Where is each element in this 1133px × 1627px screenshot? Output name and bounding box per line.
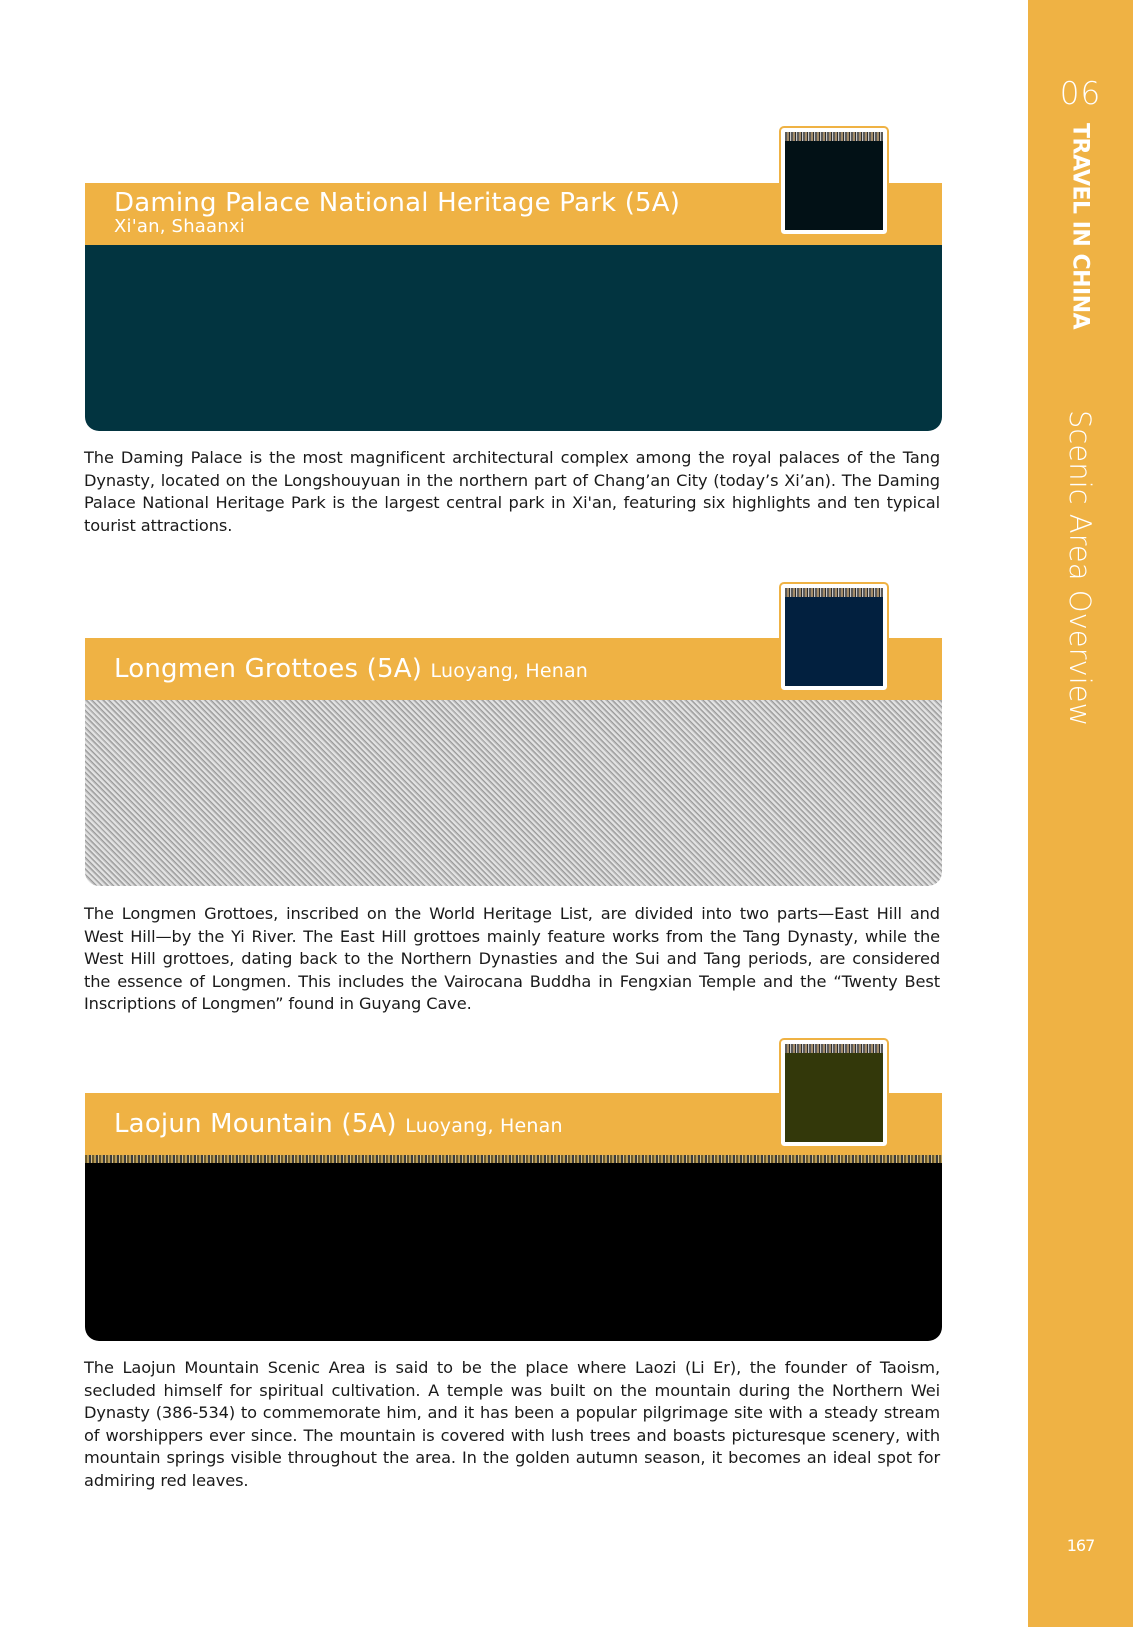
site-name: Daming Palace National Heritage Park (5A) xyxy=(114,188,681,218)
site-description-daming: The Daming Palace is the most magnificent architectural complex among the royal palaces of the Tang Dynasty, located on the Longshouyuan in the northern part of Chang’an City (today’s Xi’an). The Daming Palace National Heritage Park is the largest central park in Xi'an, featuring six highlights and ten typical tourist attractions. xyxy=(84,448,940,535)
section-subtitle: Scenic Area Overview xyxy=(1063,410,1097,727)
site-thumbnail-daming xyxy=(781,128,887,234)
site-thumbnail-laojun xyxy=(781,1040,887,1146)
site-name: Laojun Mountain (5A) xyxy=(114,1109,397,1139)
photo-edge xyxy=(85,1155,942,1163)
site-description-laojun: The Laojun Mountain Scenic Area is said to be the place where Laozi (Li Er), the founder of Taoism, secluded himself for spiritual cultivation. A temple was built on the mountain during the Northern Wei Dynasty (386-534) to commemorate him, and it has been a popular pilgrimage site with a steady stream of worshippers ever since. The mountain is covered with lush trees and boasts picturesque scenery, with mountain springs visible throughout the area. In the golden autumn season, it becomes an ideal spot for admiring red leaves. xyxy=(84,1358,940,1490)
chapter-sidebar xyxy=(1028,0,1133,1627)
site-thumbnail-longmen xyxy=(781,584,887,690)
site-description-longmen: The Longmen Grottoes, inscribed on the World Heritage List, are divided into two parts—East Hill and West Hill—by the Yi River. The East Hill grottoes mainly feature works from the Tang Dynasty, while the West Hill grottoes, dating back to the Northern Dynasties and the Sui and Tang periods, are considered the essence of Longmen. This includes the Vairocana Buddha in Fengxian Temple and the “Twenty Best Inscriptions of Longmen” found in Guyang Cave. xyxy=(84,904,940,1014)
site-location: Luoyang, Henan xyxy=(430,660,589,682)
section-title: TRAVEL IN CHINA xyxy=(1067,123,1093,330)
site-photo-longmen xyxy=(85,700,942,886)
site-location: Luoyang, Henan xyxy=(405,1115,563,1137)
thumbnail-edge xyxy=(785,1044,883,1053)
site-name: Longmen Grottoes (5A) xyxy=(114,654,423,684)
thumbnail-edge xyxy=(785,588,883,597)
thumbnail-edge xyxy=(785,132,883,141)
site-photo-laojun xyxy=(85,1155,942,1341)
site-location: Xi'an, Shaanxi xyxy=(114,216,245,237)
page-number: 167 xyxy=(1066,1536,1095,1555)
chapter-number: 06 xyxy=(1059,76,1102,112)
site-photo-daming xyxy=(85,245,942,431)
